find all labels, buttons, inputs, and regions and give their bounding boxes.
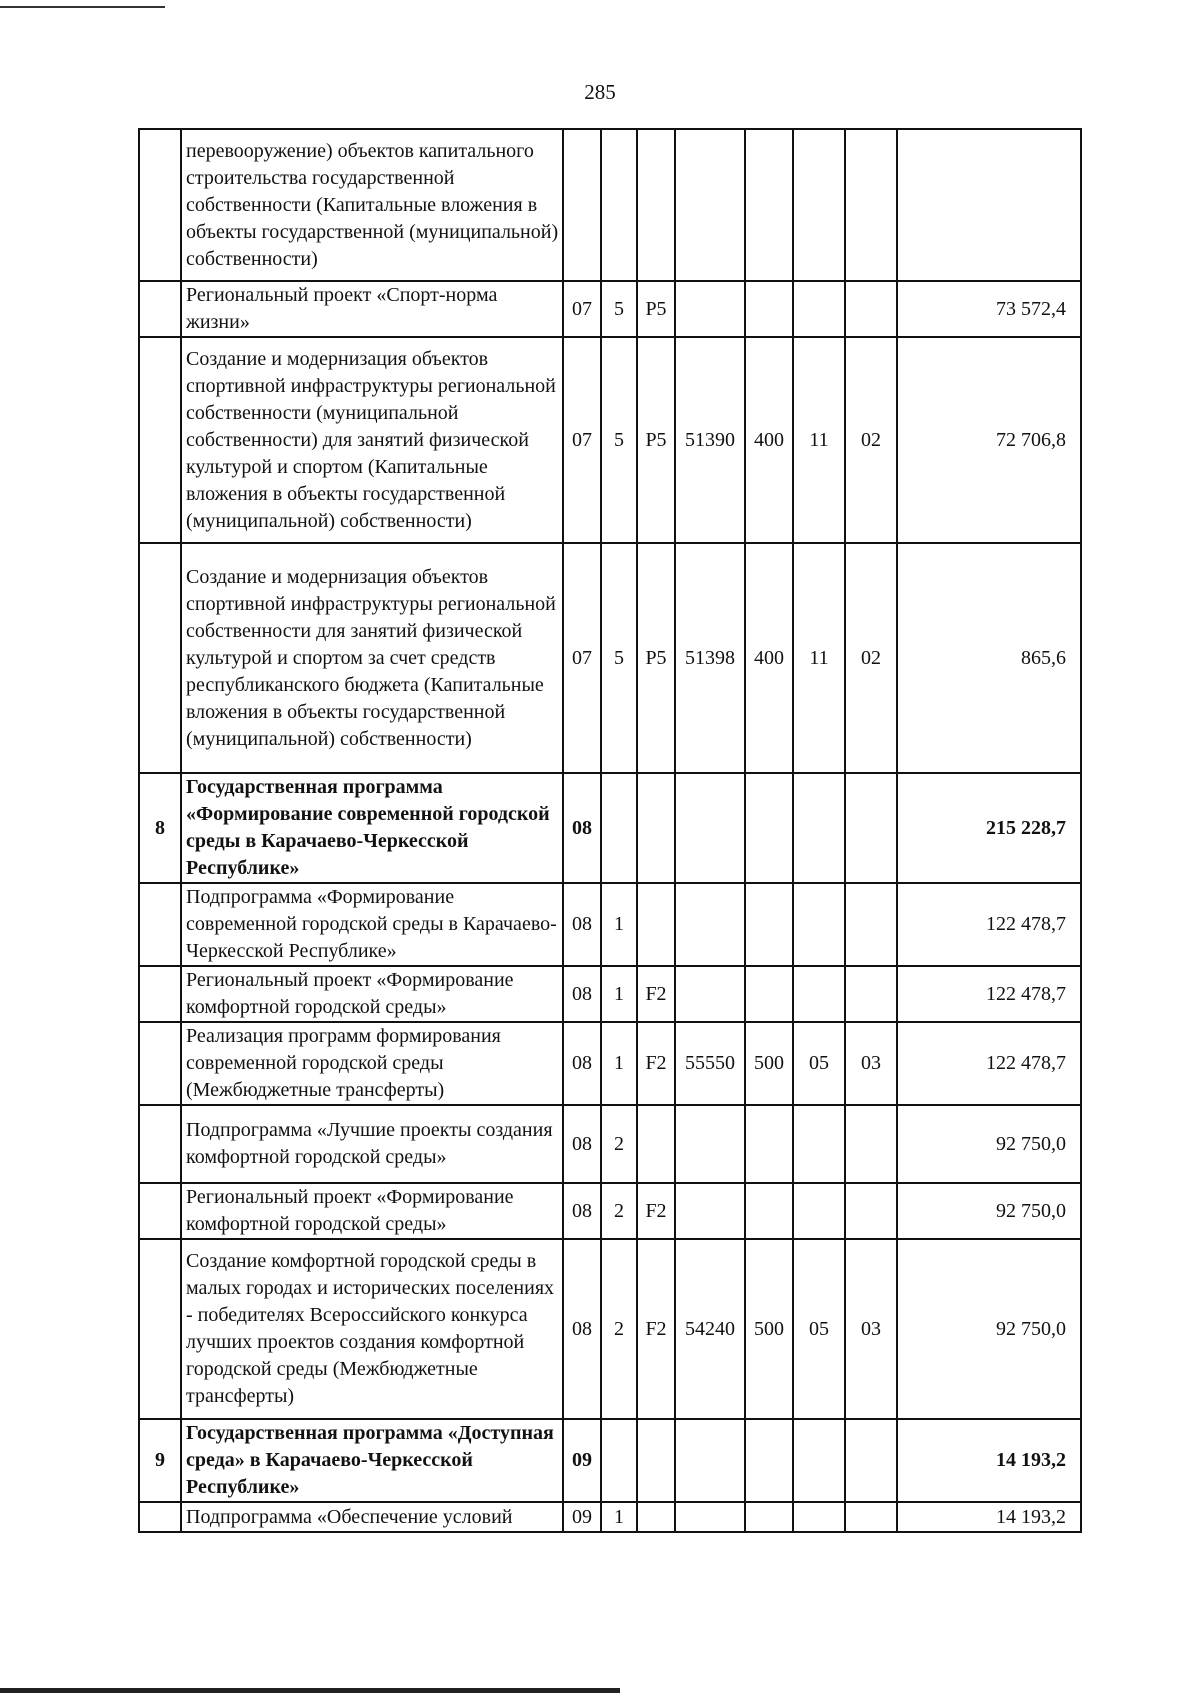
row-number-cell	[139, 337, 181, 543]
section-cell	[793, 1183, 845, 1239]
table-row	[139, 966, 1081, 1022]
row-name-cell: Подпрограмма «Обеспечение условий	[181, 1502, 563, 1532]
scan-artifact-line	[0, 6, 165, 8]
section-cell: 05	[793, 1239, 845, 1419]
amount-cell: 72 706,8	[897, 337, 1081, 543]
project-code-cell	[637, 1502, 675, 1532]
row-name-cell: Региональный проект «Формирование комфортной городской среды»	[181, 966, 563, 1022]
expense-type-cell	[745, 281, 793, 337]
row-number-cell	[139, 1239, 181, 1419]
project-code-cell: F2	[637, 1183, 675, 1239]
row-number-cell	[139, 1183, 181, 1239]
project-code-cell	[637, 1105, 675, 1183]
project-code-cell: P5	[637, 337, 675, 543]
subsection-cell	[845, 1502, 897, 1532]
row-number-cell	[139, 1105, 181, 1183]
row-name-cell: Региональный проект «Спорт-норма жизни»	[181, 281, 563, 337]
subprogram-code-cell: 1	[601, 966, 637, 1022]
table-row	[139, 883, 1081, 966]
direction-code-cell: 51398	[675, 543, 745, 773]
section-cell	[793, 129, 845, 281]
table-row	[139, 1502, 1081, 1532]
row-number-cell	[139, 966, 181, 1022]
expense-type-cell	[745, 1419, 793, 1502]
direction-code-cell: 54240	[675, 1239, 745, 1419]
amount-cell: 92 750,0	[897, 1105, 1081, 1183]
direction-code-cell: 55550	[675, 1022, 745, 1105]
row-name-cell: Государственная программа «Формирование современной городской среды в Карачаево-Черкесской Республике»	[181, 773, 563, 883]
subprogram-code-cell: 2	[601, 1239, 637, 1419]
subsection-cell	[845, 1183, 897, 1239]
subsection-cell: 03	[845, 1239, 897, 1419]
subprogram-code-cell	[601, 129, 637, 281]
table-row	[139, 1239, 1081, 1419]
direction-code-cell	[675, 1183, 745, 1239]
subprogram-code-cell: 1	[601, 883, 637, 966]
row-number-cell	[139, 129, 181, 281]
row-number-cell: 9	[139, 1419, 181, 1502]
amount-cell: 865,6	[897, 543, 1081, 773]
amount-cell: 92 750,0	[897, 1183, 1081, 1239]
row-number-cell	[139, 1022, 181, 1105]
section-code-cell: 07	[563, 337, 601, 543]
section-code-cell: 08	[563, 1022, 601, 1105]
project-code-cell	[637, 129, 675, 281]
subprogram-code-cell: 5	[601, 543, 637, 773]
row-name-cell: перевооружение) объектов капитального строительства государственной собственности (Капитальные вложения в объекты государственной (муниципальной) собственности)	[181, 129, 563, 281]
project-code-cell: P5	[637, 543, 675, 773]
subprogram-code-cell: 5	[601, 281, 637, 337]
row-name-cell: Создание комфортной городской среды в малых городах и исторических поселениях - победителях Всероссийского конкурса лучших проектов создания комфортной городской среды (Межбюджетные трансферты)	[181, 1239, 563, 1419]
amount-cell: 14 193,2	[897, 1502, 1081, 1532]
subsection-cell	[845, 281, 897, 337]
direction-code-cell	[675, 1105, 745, 1183]
section-cell: 11	[793, 543, 845, 773]
subsection-cell	[845, 129, 897, 281]
expense-type-cell	[745, 773, 793, 883]
row-number-cell	[139, 883, 181, 966]
amount-cell: 122 478,7	[897, 883, 1081, 966]
direction-code-cell: 51390	[675, 337, 745, 543]
row-number-cell: 8	[139, 773, 181, 883]
subsection-cell	[845, 1105, 897, 1183]
subprogram-code-cell: 5	[601, 337, 637, 543]
amount-cell: 73 572,4	[897, 281, 1081, 337]
expense-type-cell: 500	[745, 1239, 793, 1419]
expense-type-cell	[745, 966, 793, 1022]
scan-artifact-line	[0, 1688, 620, 1693]
row-name-cell: Региональный проект «Формирование комфортной городской среды»	[181, 1183, 563, 1239]
subprogram-code-cell: 2	[601, 1183, 637, 1239]
section-cell	[793, 1419, 845, 1502]
section-code-cell: 09	[563, 1502, 601, 1532]
expense-type-cell: 400	[745, 337, 793, 543]
amount-cell: 14 193,2	[897, 1419, 1081, 1502]
expense-type-cell: 400	[745, 543, 793, 773]
row-name-cell: Реализация программ формирования современной городской среды (Межбюджетные трансферты)	[181, 1022, 563, 1105]
section-code-cell: 09	[563, 1419, 601, 1502]
subsection-cell	[845, 773, 897, 883]
amount-cell: 215 228,7	[897, 773, 1081, 883]
project-code-cell: F2	[637, 966, 675, 1022]
budget-table	[138, 128, 1082, 1533]
section-cell	[793, 1105, 845, 1183]
section-cell: 05	[793, 1022, 845, 1105]
subsection-cell	[845, 1419, 897, 1502]
project-code-cell	[637, 1419, 675, 1502]
section-cell	[793, 1502, 845, 1532]
amount-cell: 122 478,7	[897, 966, 1081, 1022]
section-code-cell: 07	[563, 543, 601, 773]
table-row	[139, 543, 1081, 773]
page-number: 285	[584, 80, 616, 104]
expense-type-cell: 500	[745, 1022, 793, 1105]
subprogram-code-cell: 1	[601, 1502, 637, 1532]
section-cell	[793, 773, 845, 883]
section-code-cell: 08	[563, 1183, 601, 1239]
expense-type-cell	[745, 1105, 793, 1183]
section-cell	[793, 281, 845, 337]
row-number-cell	[139, 281, 181, 337]
section-code-cell: 08	[563, 773, 601, 883]
table-row	[139, 281, 1081, 337]
expense-type-cell	[745, 1183, 793, 1239]
section-cell: 11	[793, 337, 845, 543]
project-code-cell: F2	[637, 1022, 675, 1105]
amount-cell: 92 750,0	[897, 1239, 1081, 1419]
section-code-cell: 07	[563, 281, 601, 337]
direction-code-cell	[675, 1502, 745, 1532]
section-cell	[793, 966, 845, 1022]
subprogram-code-cell	[601, 773, 637, 883]
row-name-cell: Создание и модернизация объектов спортивной инфраструктуры региональной собственности для занятий физической культурой и спортом за счет средств республиканского бюджета (Капитальные вложения в объекты государственной (муниципальной) собственности)	[181, 543, 563, 773]
row-name-cell: Создание и модернизация объектов спортивной инфраструктуры региональной собственности (муниципальной собственности) для занятий физической культурой и спортом (Капитальные вложения в объекты государственной (муниципальной) собственности)	[181, 337, 563, 543]
table-row	[139, 1183, 1081, 1239]
direction-code-cell	[675, 773, 745, 883]
direction-code-cell	[675, 129, 745, 281]
subprogram-code-cell	[601, 1419, 637, 1502]
row-name-cell: Подпрограмма «Формирование современной городской среды в Карачаево-Черкесской Республике»	[181, 883, 563, 966]
direction-code-cell	[675, 966, 745, 1022]
section-code-cell: 08	[563, 966, 601, 1022]
subprogram-code-cell: 2	[601, 1105, 637, 1183]
table-row	[139, 773, 1081, 883]
subsection-cell: 03	[845, 1022, 897, 1105]
row-number-cell	[139, 543, 181, 773]
section-code-cell: 08	[563, 883, 601, 966]
section-code-cell: 08	[563, 1239, 601, 1419]
direction-code-cell	[675, 1419, 745, 1502]
row-number-cell	[139, 1502, 181, 1532]
expense-type-cell	[745, 129, 793, 281]
amount-cell	[897, 129, 1081, 281]
project-code-cell	[637, 883, 675, 966]
subprogram-code-cell: 1	[601, 1022, 637, 1105]
section-code-cell: 08	[563, 1105, 601, 1183]
table-row	[139, 337, 1081, 543]
row-name-cell: Подпрограмма «Лучшие проекты создания комфортной городской среды»	[181, 1105, 563, 1183]
section-cell	[793, 883, 845, 966]
project-code-cell	[637, 773, 675, 883]
section-code-cell	[563, 129, 601, 281]
subsection-cell	[845, 883, 897, 966]
direction-code-cell	[675, 883, 745, 966]
subsection-cell: 02	[845, 337, 897, 543]
project-code-cell: F2	[637, 1239, 675, 1419]
expense-type-cell	[745, 1502, 793, 1532]
direction-code-cell	[675, 281, 745, 337]
table-row	[139, 1419, 1081, 1502]
table-row	[139, 1105, 1081, 1183]
project-code-cell: P5	[637, 281, 675, 337]
subsection-cell	[845, 966, 897, 1022]
row-name-cell: Государственная программа «Доступная среда» в Карачаево-Черкесской Республике»	[181, 1419, 563, 1502]
subsection-cell: 02	[845, 543, 897, 773]
table-row	[139, 129, 1081, 281]
table-row	[139, 1022, 1081, 1105]
amount-cell: 122 478,7	[897, 1022, 1081, 1105]
expense-type-cell	[745, 883, 793, 966]
